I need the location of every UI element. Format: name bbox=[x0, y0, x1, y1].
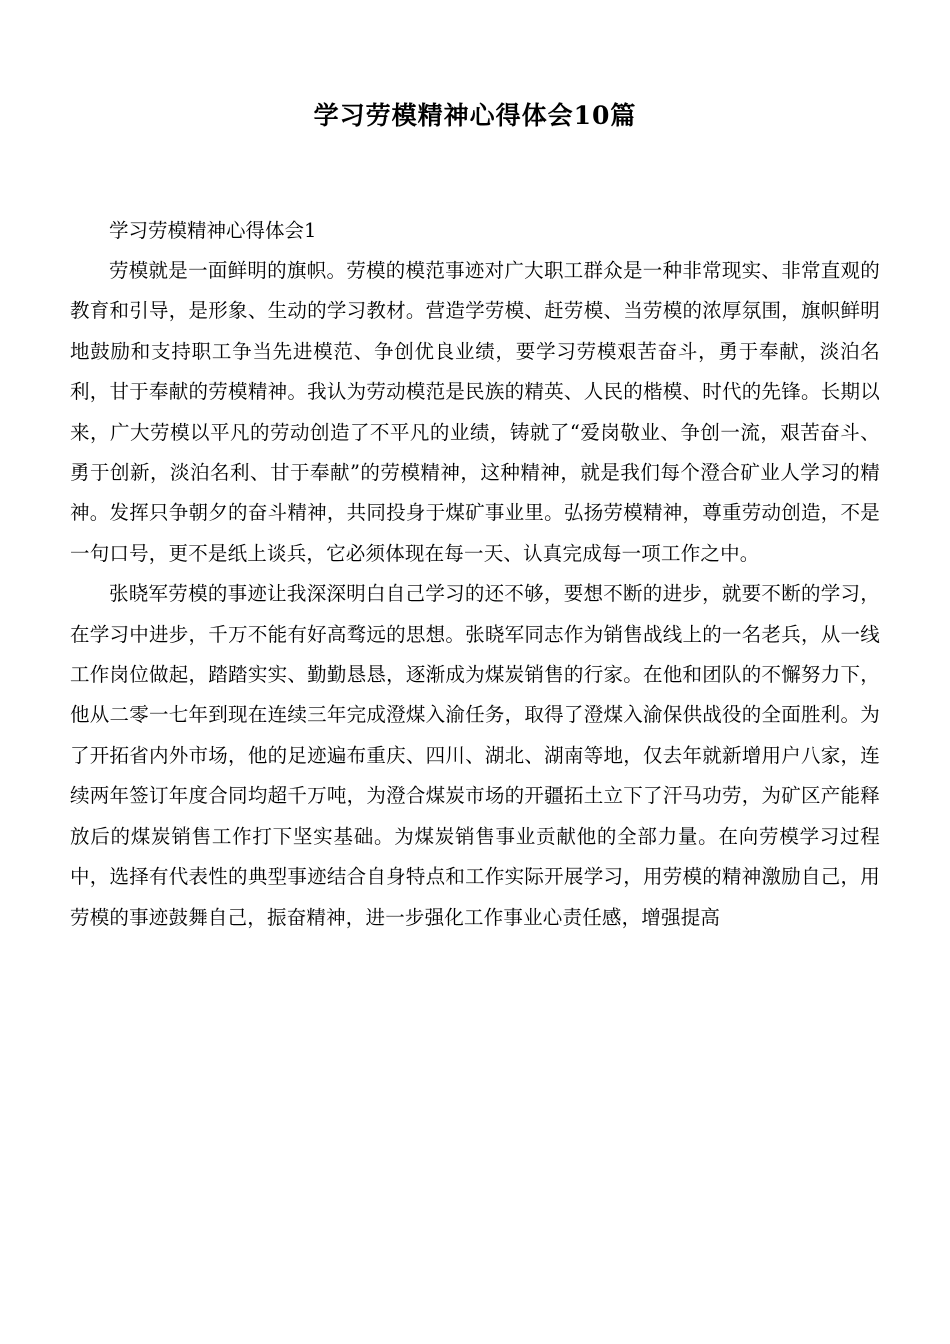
document-body bbox=[70, 211, 880, 938]
section-heading: 学习劳模精神心得体会1 bbox=[109, 219, 317, 242]
document-title: 学习劳模精神心得体会10篇 bbox=[313, 101, 637, 130]
paragraph: 张晓军劳模的事迹让我深深明白自己学习的还不够，要想不断的进步，就要不断的学习，在学习中进步，千万不能有好高骛远的思想。张晓军同志作为销售战线上的一名老兵，从一线工作岗位做起，踏踏实实、勤勤恳恳，逐渐成为煤炭销售的行家。在他和团队的不懈努力下，他从二零一七年到现在连续三年完成澄煤入渝任务，取得了澄煤入渝保供战役的全面胜利。为了开拓省内外市场，他的足迹遍布重庆、四川、湖北、湖南等地，仅去年就新增用户八家，连续两年签订年度合同均超千万吨，为澄合煤炭市场的开疆拓土立下了汗马功劳，为矿区产能释放后的煤炭销售工作打下坚实基础。为煤炭销售事业贡献他的全部力量。在向劳模学习过程中，选择有代表性的典型事迹结合自身特点和工作实际开展学习，用劳模的精神激励自己，用劳模的事迹鼓舞自己，振奋精神，进一步强化工作事业心责任感，增强提高 bbox=[70, 582, 880, 929]
paragraph: 劳模就是一面鲜明的旗帜。劳模的模范事迹对广大职工群众是一种非常现实、非常直观的教育和引导，是形象、生动的学习教材。营造学劳模、赶劳模、当劳模的浓厚氛围，旗帜鲜明地鼓励和支持职工争当先进模范、争创优良业绩，要学习劳模艰苦奋斗，勇于奉献，淡泊名利，甘于奉献的劳模精神。我认为劳动模范是民族的精英、人民的楷模、时代的先锋。长期以来，广大劳模以平凡的劳动创造了不平凡的业绩，铸就了“爱岗敬业、争创一流，艰苦奋斗、勇于创新，淡泊名利、甘于奉献”的劳模精神，这种精神，就是我们每个澄合矿业人学习的精神。发挥只争朝夕的奋斗精神，共同投身于煤矿事业里。弘扬劳模精神，尊重劳动创造，不是一句口号，更不是纸上谈兵，它必须体现在每一天、认真完成每一项工作之中。 bbox=[70, 259, 880, 565]
